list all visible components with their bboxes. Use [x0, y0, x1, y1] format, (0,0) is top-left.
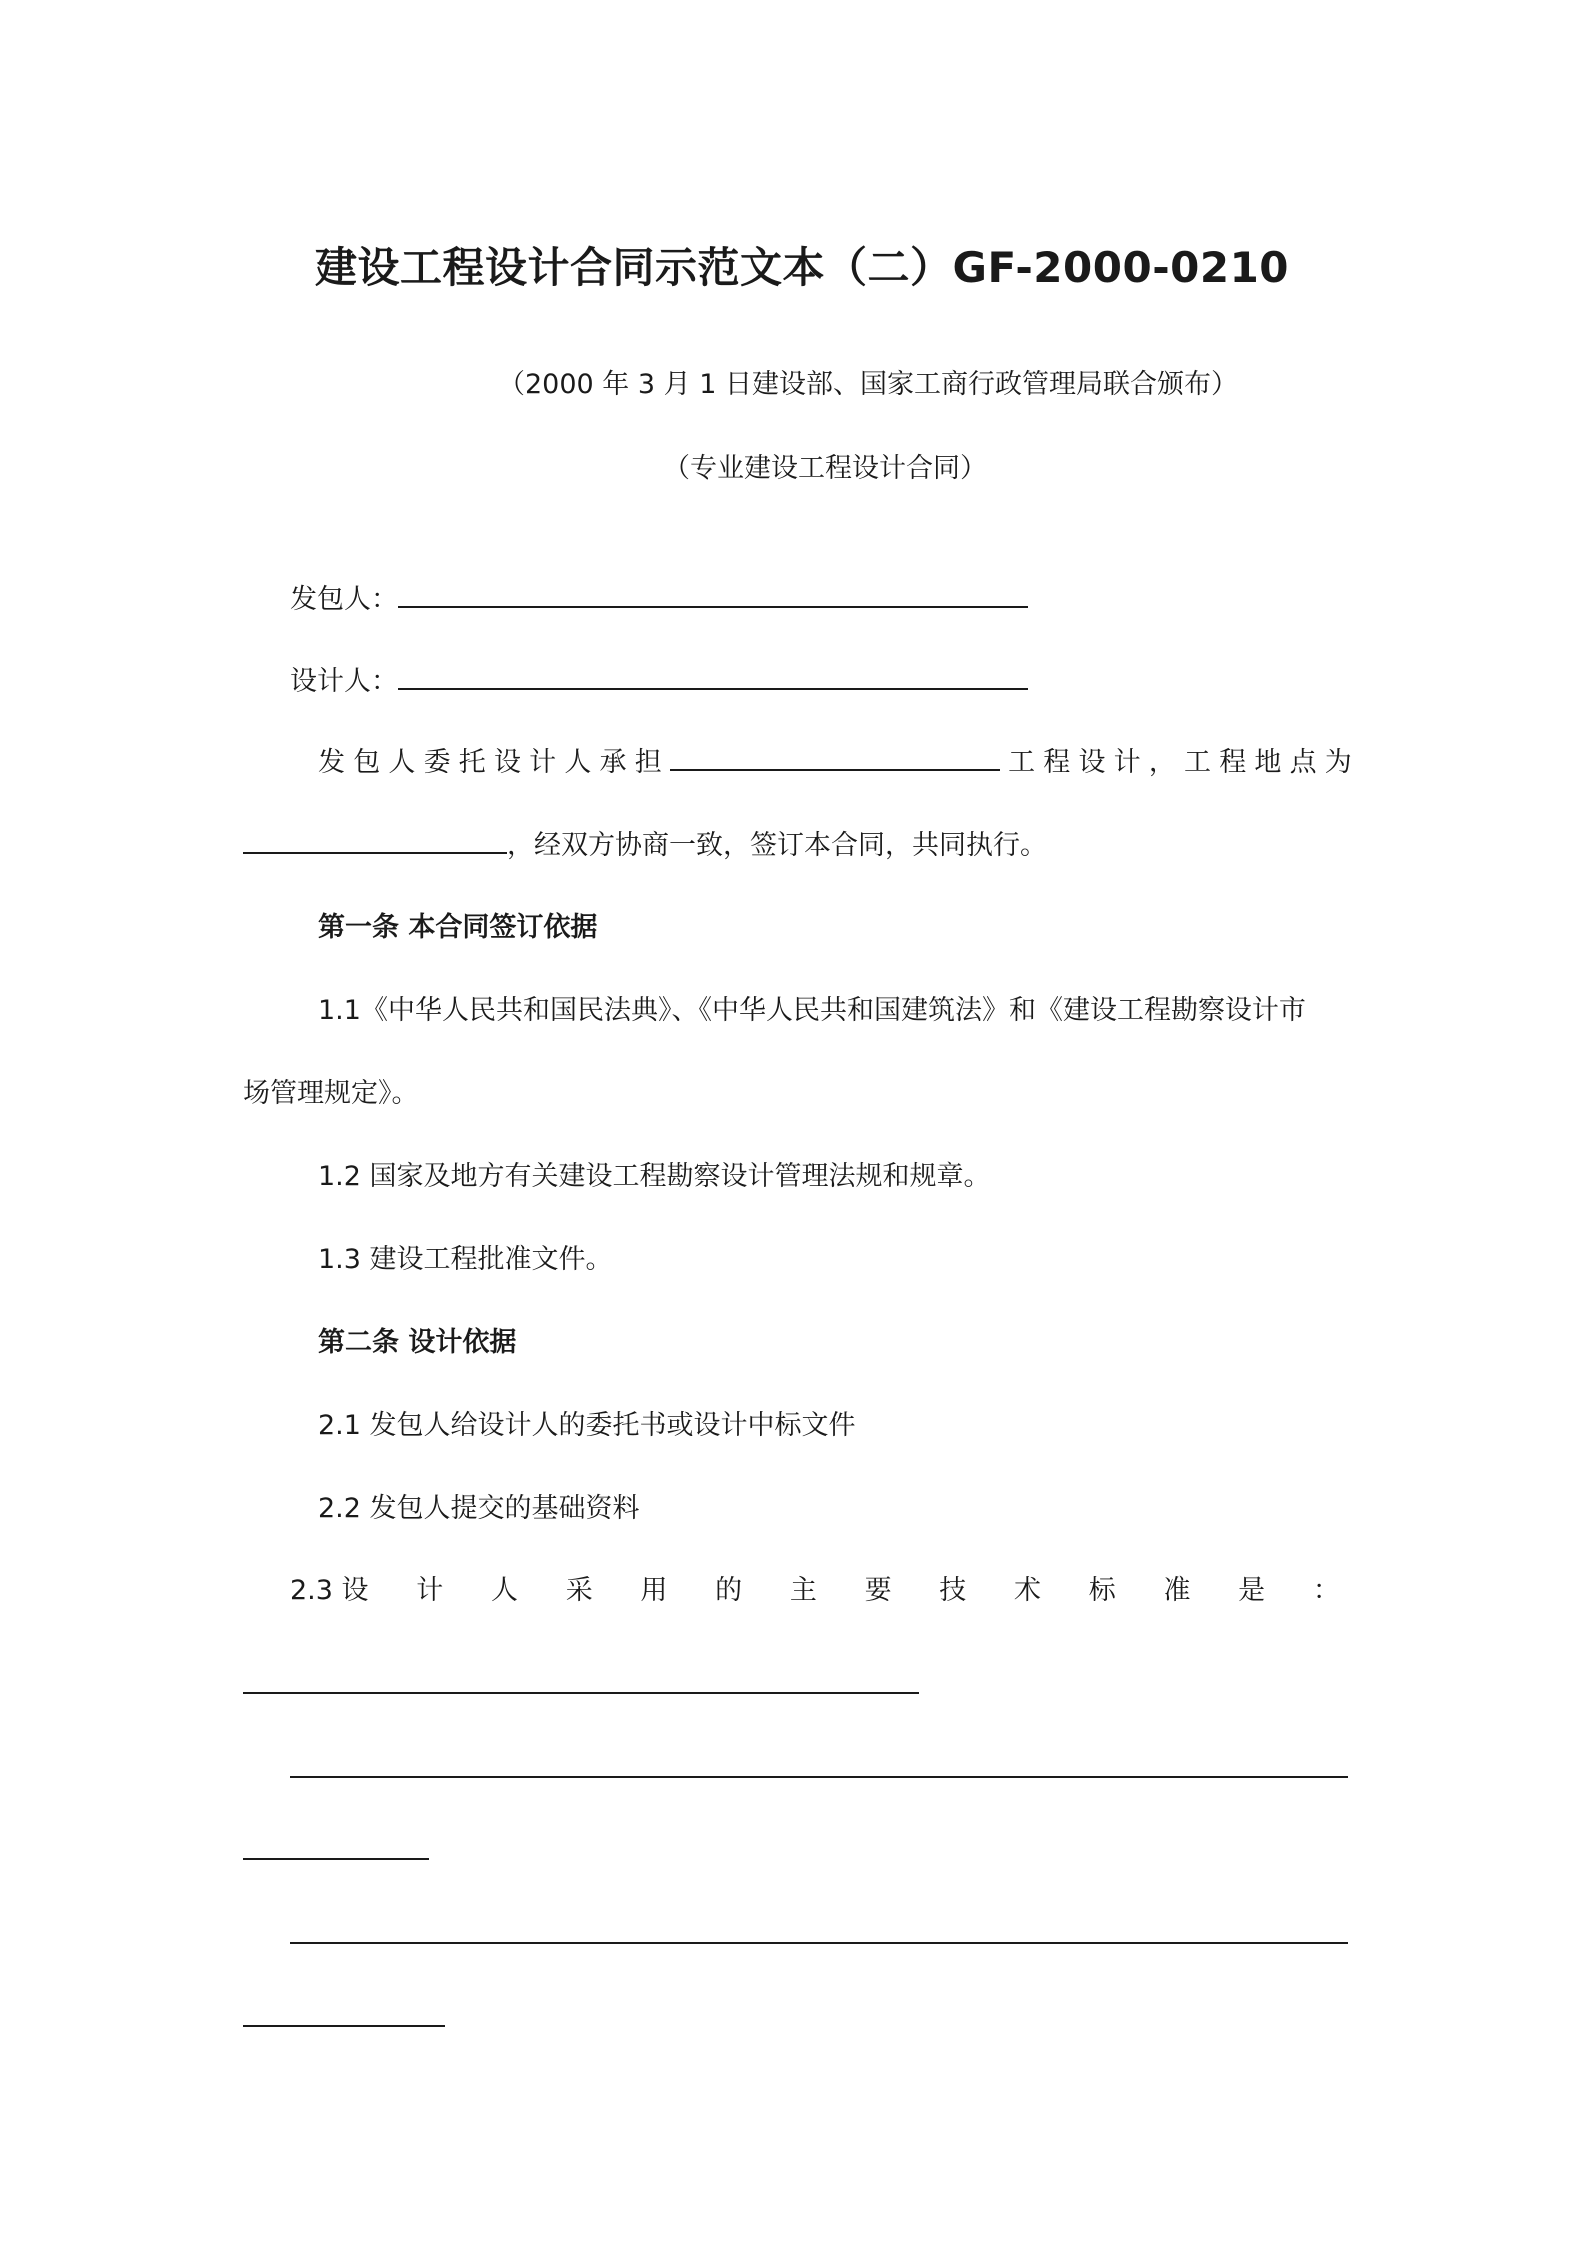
item-2-3-char: 标 [1088, 1575, 1116, 1606]
item-2-3-char: 要 [864, 1575, 892, 1606]
standards-blank-1 [243, 1692, 919, 1694]
intro-char: ， [1148, 747, 1176, 778]
item-2-3-char: 是 [1238, 1575, 1266, 1606]
item-2-3-char: 主 [789, 1575, 817, 1606]
item-2-3-char: 术 [1014, 1575, 1041, 1606]
article-1-heading: 第一条 本合同签订依据 [318, 912, 598, 943]
standards-blank-4 [290, 1942, 1348, 1944]
client-party-blank [398, 580, 1028, 608]
item-2-3-char: 技 [939, 1575, 967, 1606]
client-party-label: 发包人： [290, 584, 398, 615]
intro-char: 担 [634, 747, 662, 778]
item-1-2: 1.2 国家及地方有关建设工程勘察设计管理法规和规章。 [318, 1161, 991, 1192]
intro-char: 工 [1184, 747, 1211, 778]
intro-line-2 [243, 826, 1047, 866]
item-1-1-line-1: 1.1《中华人民共和国民法典》、《中华人民共和国建筑法》和《建设工程勘察设计市 [318, 995, 1306, 1026]
intro-char: 程 [1219, 747, 1247, 778]
designer-party-blank [398, 662, 1028, 690]
item-2-2: 2.2 发包人提交的基础资料 [318, 1493, 640, 1524]
intro-char: 托 [458, 747, 486, 778]
intro-line-2-text: ，经双方协商一致，签订本合同，共同执行。 [507, 830, 1047, 861]
item-2-3-char: ： [1312, 1575, 1340, 1606]
standards-blank-5 [243, 2025, 445, 2027]
item-2-3-char: 计 [416, 1575, 444, 1606]
intro-char: 设 [1078, 747, 1106, 778]
intro-char: 包 [353, 747, 381, 778]
intro-char: 人 [388, 747, 416, 778]
project-name-blank [670, 743, 1000, 771]
item-2-1: 2.1 发包人给设计人的委托书或设计中标文件 [318, 1410, 856, 1441]
item-2-3-char: 2.3 设 [290, 1575, 369, 1606]
item-2-3-char: 的 [715, 1575, 743, 1606]
standards-blank-2 [290, 1776, 1348, 1778]
intro-char: 计 [1113, 747, 1141, 778]
document-title: 建设工程设计合同示范文本（二）GF-2000-0210 [315, 243, 1290, 292]
item-2-3 [290, 1571, 1340, 1611]
intro-char: 计 [529, 747, 557, 778]
intro-char: 点 [1289, 747, 1317, 778]
intro-char: 为 [1324, 747, 1352, 778]
intro-char: 设 [493, 747, 521, 778]
intro-line-1 [318, 743, 1352, 783]
intro-char: 地 [1254, 747, 1282, 778]
intro-char: 人 [564, 747, 592, 778]
intro-char: 承 [599, 747, 627, 778]
client-party-row [290, 580, 1028, 620]
project-location-blank [243, 826, 507, 854]
article-2-heading: 第二条 设计依据 [318, 1327, 517, 1358]
intro-char: 工 [1008, 747, 1036, 778]
designer-party-row [290, 662, 1028, 702]
item-1-1-line-2: 场管理规定》。 [243, 1078, 419, 1109]
item-2-3-char: 采 [565, 1575, 593, 1606]
item-1-3: 1.3 建设工程批准文件。 [318, 1244, 613, 1275]
designer-party-label: 设计人： [290, 666, 398, 697]
intro-char: 委 [423, 747, 451, 778]
item-2-3-char: 用 [640, 1575, 668, 1606]
item-2-3-char: 准 [1163, 1575, 1191, 1606]
contract-type-note: （专业建设工程设计合同） [663, 453, 987, 484]
item-2-3-char: 人 [490, 1575, 518, 1606]
intro-char: 发 [318, 747, 345, 778]
intro-char: 程 [1043, 747, 1071, 778]
publish-note: （2000 年 3 月 1 日建设部、国家工商行政管理局联合颁布） [498, 369, 1238, 400]
standards-blank-3 [243, 1858, 429, 1860]
